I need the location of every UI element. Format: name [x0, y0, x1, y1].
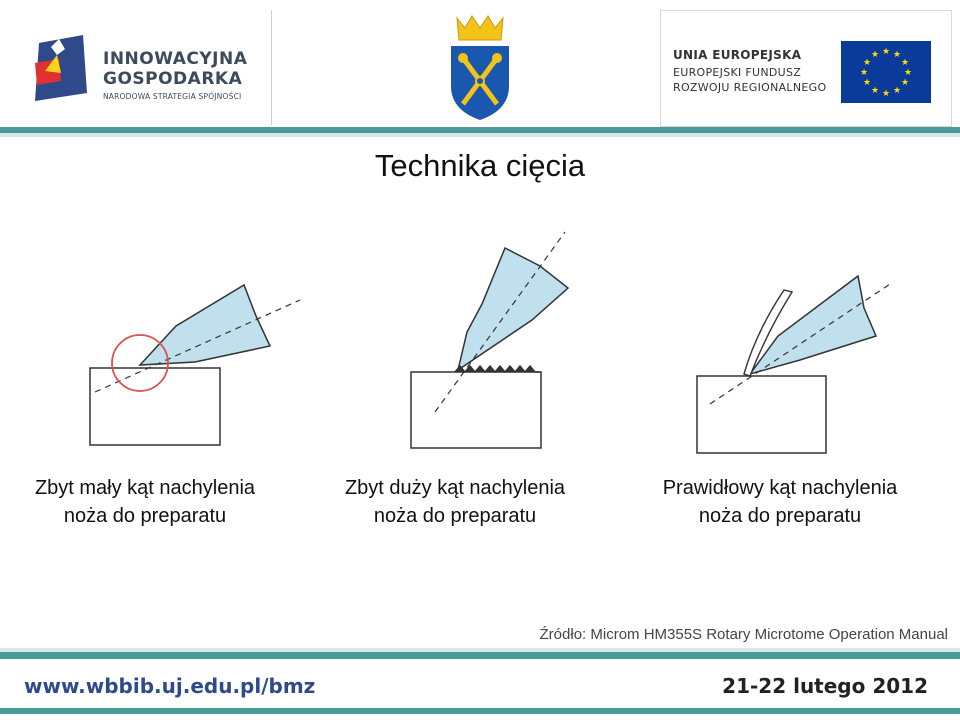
- svg-text:★: ★: [870, 50, 880, 60]
- specimen-block-1: [90, 368, 220, 445]
- caption-correct-line1: Prawidłowy kąt nachylenia: [662, 477, 898, 499]
- eu-logo: [660, 10, 952, 127]
- ig-emblem-icon: [31, 33, 91, 105]
- caption-too-small-line1: Zbyt mały kąt nachylenia: [34, 477, 256, 499]
- ig-title-line2: GOSPODARKA: [103, 69, 243, 89]
- knife-blade-2: [458, 248, 568, 370]
- svg-text:★: ★: [859, 68, 869, 78]
- svg-text:★: ★: [862, 58, 872, 68]
- svg-text:★: ★: [900, 78, 910, 88]
- eu-flag-icon: [841, 41, 931, 103]
- caption-correct: [620, 474, 940, 530]
- diagram-too-small-angle: [90, 285, 300, 445]
- knife-blade-1: [140, 285, 270, 365]
- footer-stripe: [0, 652, 960, 659]
- caption-too-small: [0, 474, 290, 530]
- diagram-correct-angle: [697, 276, 893, 453]
- specimen-block-3: [697, 376, 826, 453]
- caption-too-large: [300, 474, 610, 530]
- eu-line1: UNIA EUROPEJSKA: [673, 48, 802, 62]
- footer-url-link[interactable]: www.wbbib.uj.edu.pl/bmz: [24, 674, 316, 698]
- svg-text:★: ★: [881, 89, 891, 99]
- eu-line2: EUROPEJSKI FUNDUSZ: [673, 66, 802, 79]
- svg-text:★: ★: [881, 47, 891, 57]
- university-coat-of-arms-icon: [445, 14, 515, 122]
- svg-text:★: ★: [892, 50, 902, 60]
- logo-divider: [271, 10, 272, 125]
- svg-text:★: ★: [870, 86, 880, 96]
- header-stripe-light: [0, 133, 960, 137]
- caption-too-large-line2: noża do preparatu: [373, 505, 537, 527]
- innowacyjna-gospodarka-logo: [10, 10, 274, 127]
- specimen-block-2: [411, 372, 541, 448]
- svg-text:★: ★: [900, 58, 910, 68]
- eu-line3: ROZWOJU REGIONALNEGO: [673, 81, 827, 94]
- caption-too-small-line2: noża do preparatu: [63, 505, 227, 527]
- caption-too-large-line1: Zbyt duży kąt nachylenia: [344, 477, 566, 499]
- source-citation: Źródło: Microm HM355S Rotary Microtome Operation Manual: [539, 626, 948, 643]
- cutting-diagrams: [0, 220, 960, 470]
- svg-text:★: ★: [862, 78, 872, 88]
- svg-text:★: ★: [903, 68, 913, 78]
- footer-bottom-stripe: [0, 708, 960, 714]
- diagram-too-large-angle: [411, 232, 568, 448]
- slide-title: Technika cięcia: [374, 148, 586, 183]
- caption-correct-line2: noża do preparatu: [698, 505, 862, 527]
- footer-date: 21-22 lutego 2012: [722, 674, 928, 698]
- svg-text:★: ★: [892, 86, 902, 96]
- ig-subtitle: NARODOWA STRATEGIA SPÓJNOŚCI: [103, 92, 242, 101]
- ig-title-line1: INNOWACYJNA: [103, 49, 248, 69]
